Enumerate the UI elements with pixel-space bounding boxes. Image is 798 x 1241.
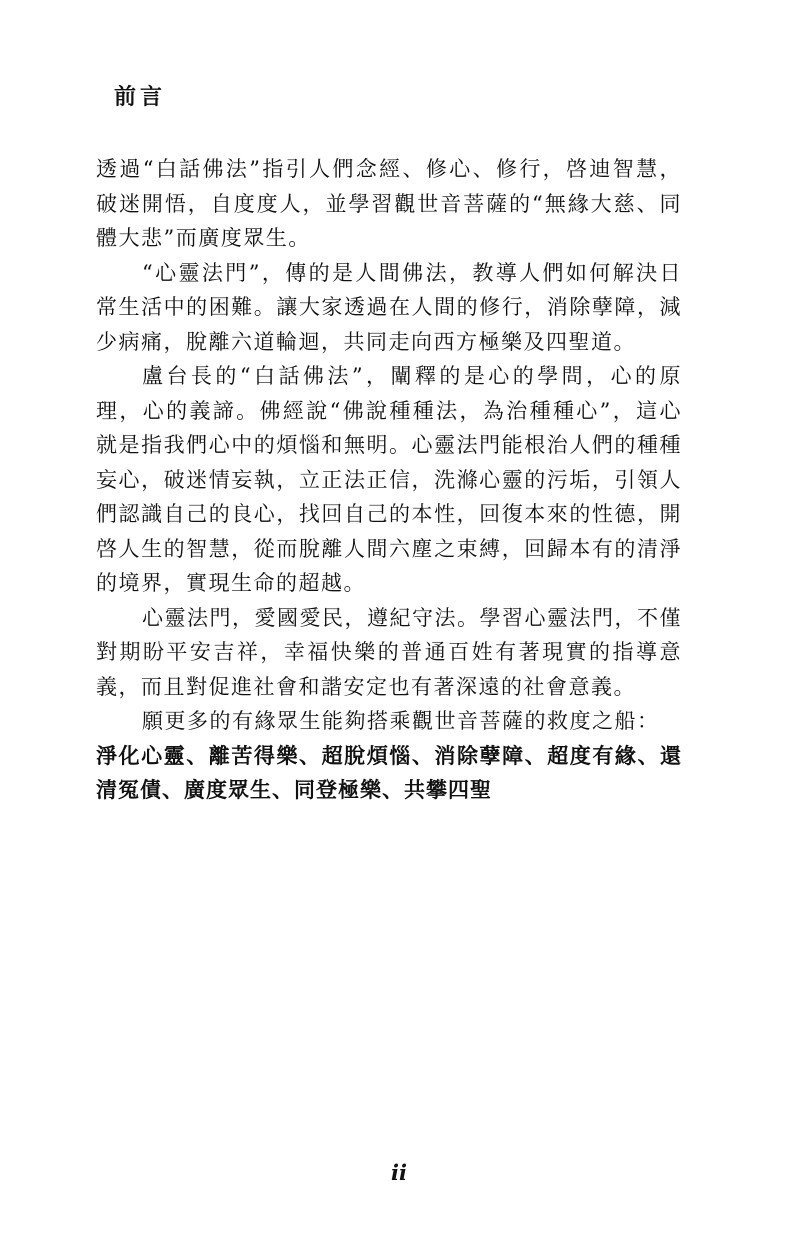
closing-motto: 淨化心靈、離苦得樂、超脫煩惱、消除孽障、超度有緣、還清冤債、廣度眾生、同登極樂、共攀四聖 <box>96 742 682 802</box>
page-number: ii <box>391 1160 407 1185</box>
paragraph-wish: 願更多的有緣眾生能夠搭乘觀世音菩薩的救度之船： <box>142 709 660 733</box>
paragraph-intro: 透過“白話佛法”指引人們念經、修心、修行，啓迪智慧，破迷開悟，自度度人，並學習觀世音菩薩的“無緣大慈、同體大悲”而廣度眾生。 <box>96 157 682 250</box>
body-text <box>96 152 682 808</box>
paragraph-vernacular-buddhism: 盧台長的“白話佛法”，闡釋的是心的學問，心的原理，心的義諦。佛經說“佛說種種法，為治種種心”，這心就是指我們心中的煩惱和無明。心靈法門能根治人們的種種妄心，破迷情妄執，立正法正信，洗滌心靈的污垢，引領人們認識自己的良心，找回自己的本性，回復本來的性德，開啓人生的智慧，從而脫離人間六塵之束縛，回歸本有的清淨的境界，實現生命的超越。 <box>96 364 682 595</box>
paragraph-social-meaning: 心靈法門，愛國愛民，遵紀守法。學習心靈法門，不僅對期盼平安吉祥，幸福快樂的普通百姓有著現實的指導意義，而且對促進社會和諧安定也有著深遠的社會意義。 <box>96 605 682 699</box>
paragraph-dharma-door: “心靈法門”，傳的是人間佛法，教導人們如何解決日常生活中的困難。讓大家透過在人間的修行，消除孽障，減少病痛，脫離六道輪迴，共同走向西方極樂及四聖道。 <box>96 260 682 354</box>
chapter-heading: 前言 <box>114 84 167 110</box>
